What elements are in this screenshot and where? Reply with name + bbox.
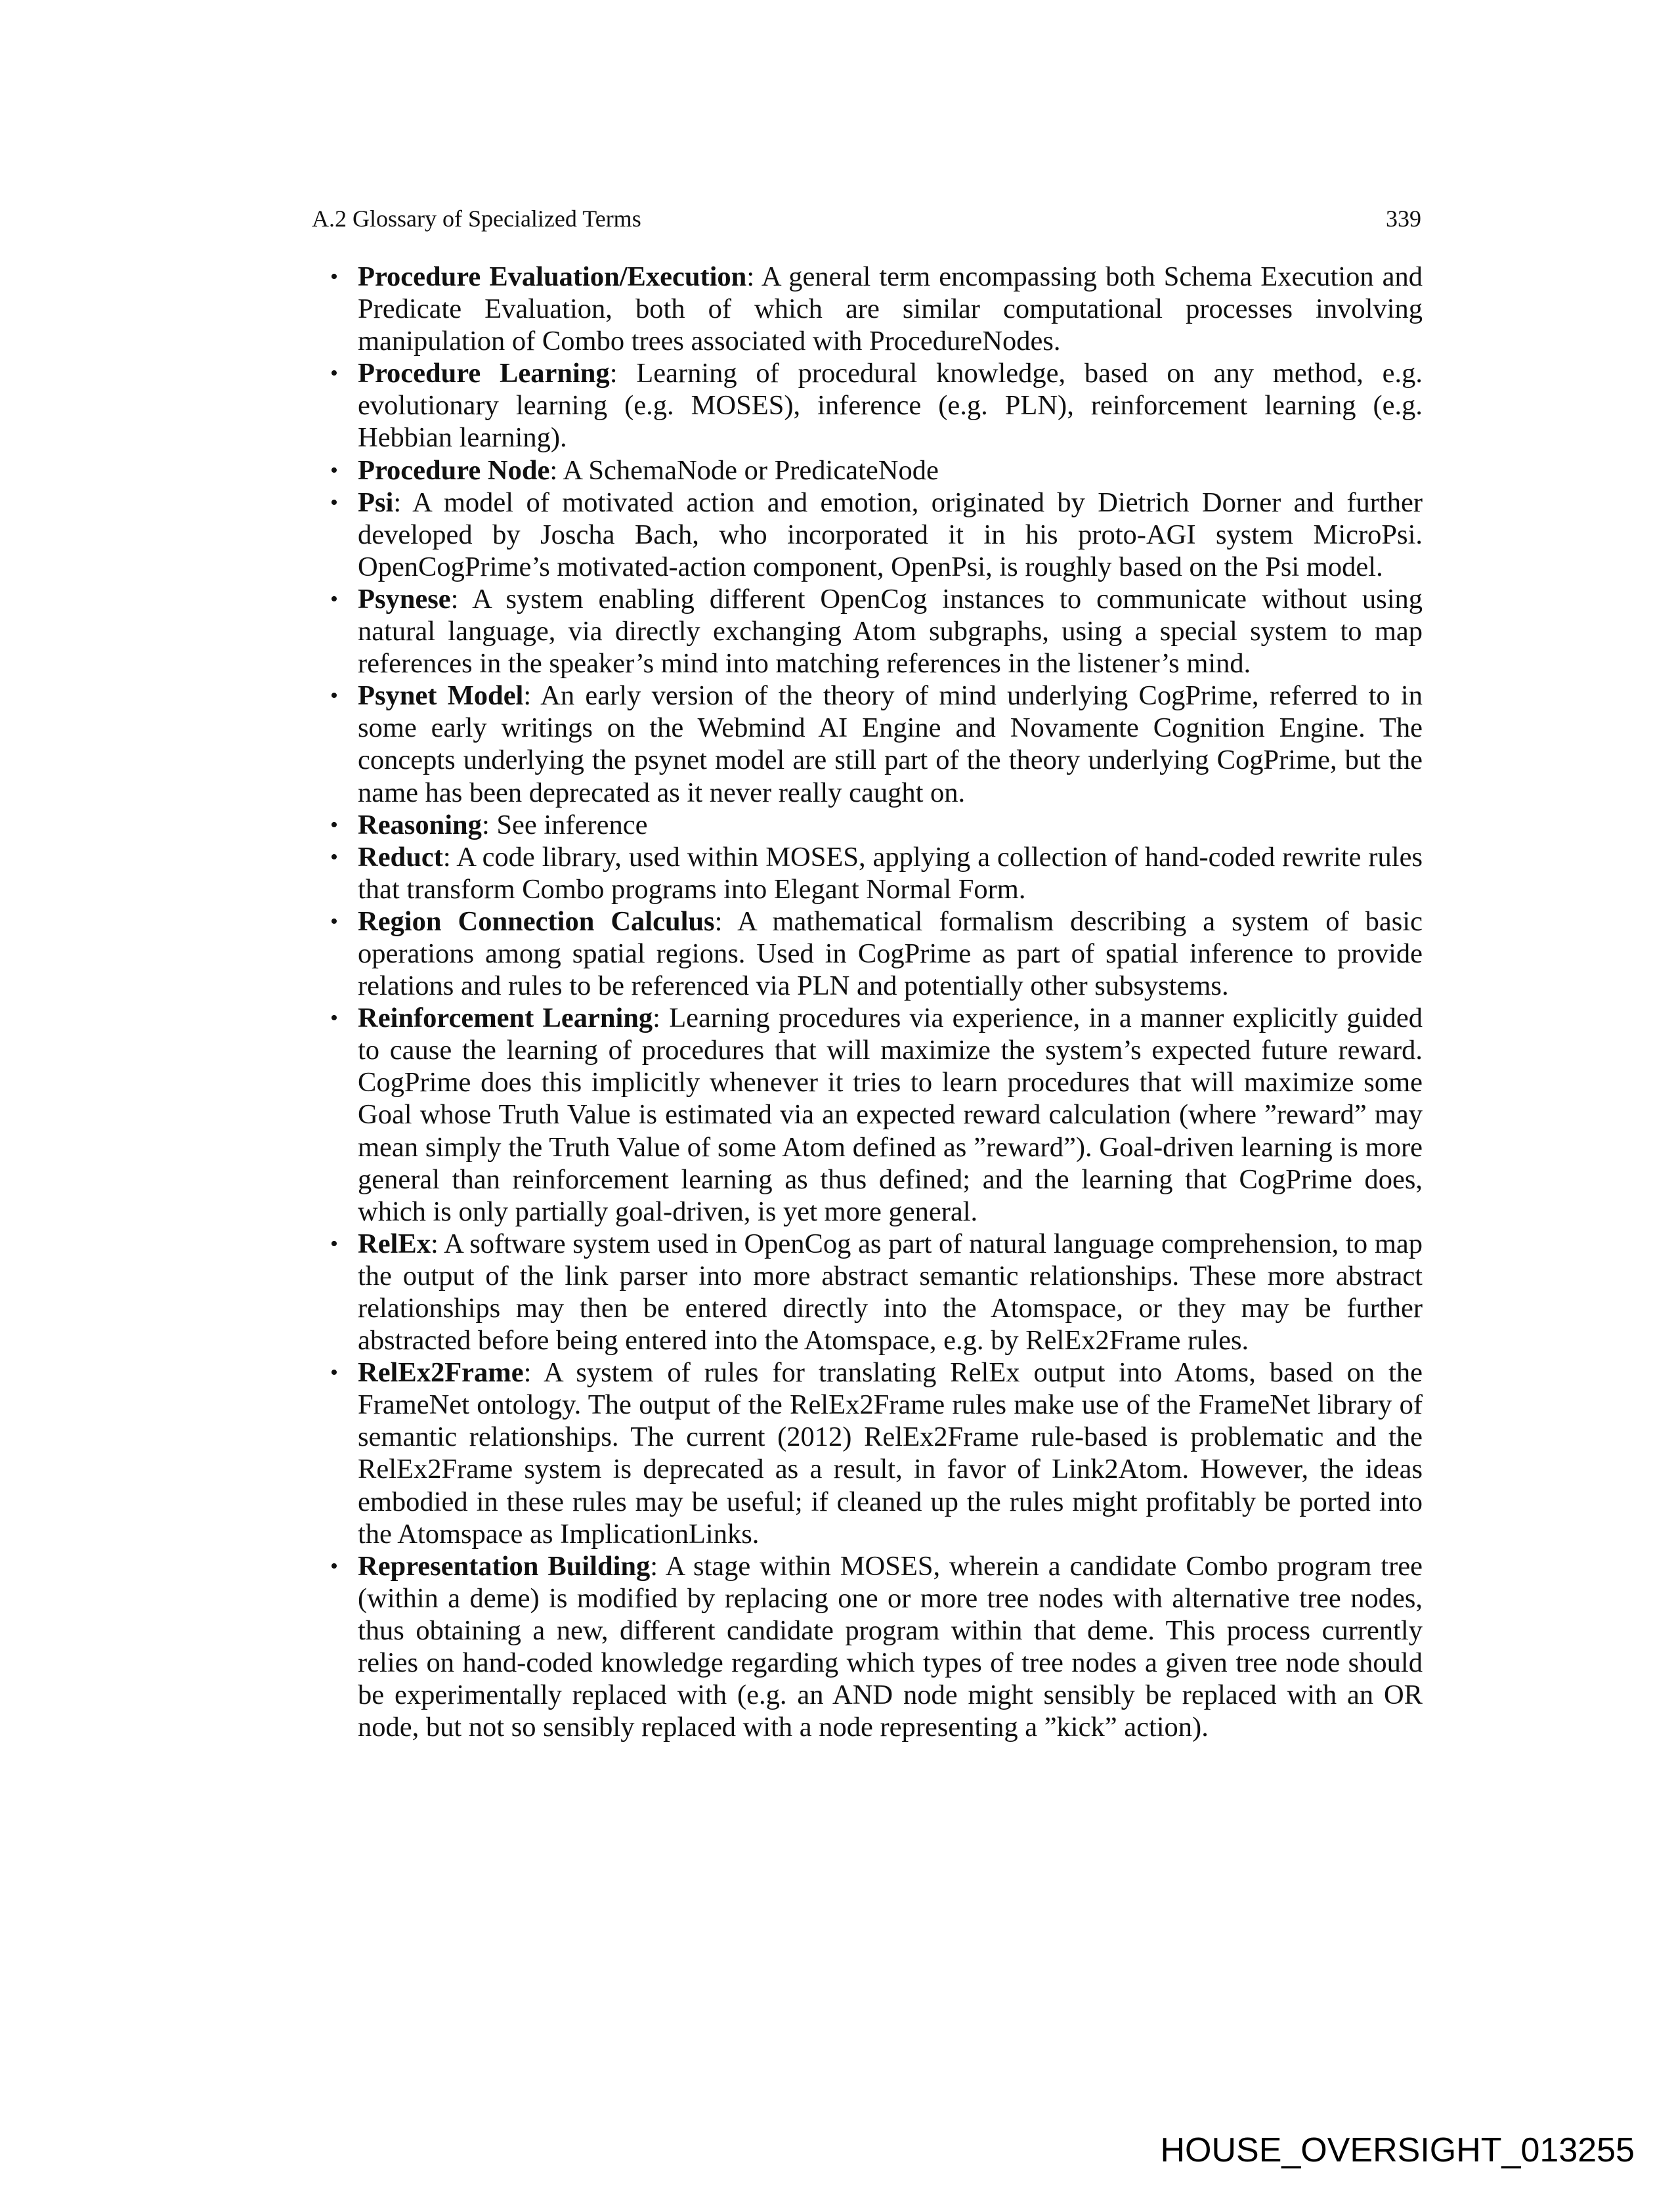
bullet-icon: • bbox=[330, 490, 338, 515]
bullet-icon: • bbox=[330, 812, 338, 837]
glossary-entry bbox=[330, 809, 1423, 841]
glossary-definition: : Learning of procedural knowledge, based on any method, e.g. evolutionary learning (e.g. MOSES), inference (e.g. PLN), reinforcement learning (e.g. Hebbian learning). bbox=[358, 358, 1423, 454]
glossary-definition: : A SchemaNode or PredicateNode bbox=[549, 454, 939, 486]
bullet-icon: • bbox=[330, 1231, 338, 1256]
glossary-definition: : A software system used in OpenCog as part of natural language comprehension, to map the output of the link parser into more abstract semantic relationships. These more abstract relationships may then be entered directly into the Atomspace, or they may be further abstracted before being entered into the Atomspace, e.g. by RelEx2Frame rules. bbox=[358, 1228, 1423, 1356]
glossary-definition: : A general term encompassing both Schema Execution and Predicate Evaluation, both of which are similar computational processes involving manipulation of Combo trees associated with ProcedureNodes. bbox=[358, 261, 1423, 357]
bullet-icon: • bbox=[330, 909, 338, 934]
glossary-term: Region Connection Calculus bbox=[358, 905, 715, 937]
glossary-definition: : An early version of the theory of mind underlying CogPrime, referred to in some early writings on the Webmind AI Engine and Novamente Cognition Engine. The concepts underlying the psynet model are still part of the theory underlying CogPrime, but the name has been deprecated as it never really caught on. bbox=[358, 680, 1423, 808]
bullet-icon: • bbox=[330, 844, 338, 869]
bullet-icon: • bbox=[330, 586, 338, 611]
glossary-definition: : A system of rules for translating RelEx output into Atoms, based on the FrameNet ontology. The output of the RelEx2Frame rules make use of the FrameNet library of semantic relationships. The current (2012) RelEx2Frame rule-based is problematic and the RelEx2Frame system is deprecated as a result, in favor of Link2Atom. However, the ideas embodied in these rules may be useful; if cleaned up the rules might profitably be ported into the Atomspace as ImplicationLinks. bbox=[358, 1357, 1423, 1550]
glossary-entry bbox=[330, 680, 1423, 808]
glossary-list bbox=[330, 261, 1423, 1743]
bullet-icon: • bbox=[330, 1553, 338, 1578]
glossary-entry bbox=[330, 1228, 1423, 1356]
bullet-icon: • bbox=[330, 1360, 338, 1385]
glossary-definition: : A code library, used within MOSES, applying a collection of hand-coded rewrite rules that transform Combo programs into Elegant Normal Form. bbox=[358, 841, 1423, 905]
glossary-entry bbox=[330, 454, 1423, 487]
glossary-definition: : A mathematical formalism describing a system of basic operations among spatial regions. Used in CogPrime as part of spatial inference to provide relations and rules to be referenced via PLN and potentially other subsystems. bbox=[358, 905, 1423, 1002]
bates-stamp: HOUSE_OVERSIGHT_013255 bbox=[1160, 2131, 1635, 2169]
glossary-term: Reduct bbox=[358, 841, 443, 873]
bullet-icon: • bbox=[330, 458, 338, 483]
glossary-entry bbox=[330, 487, 1423, 583]
glossary-term: Procedure Node bbox=[358, 454, 550, 486]
glossary-term: Reasoning bbox=[358, 809, 482, 840]
glossary-definition: : A model of motivated action and emotion, originated by Dietrich Dorner and further developed by Joscha Bach, who incorporated it in his proto-AGI system MicroPsi. OpenCogPrime’s motivated-action component, OpenPsi, is roughly based on the Psi model. bbox=[358, 487, 1423, 582]
glossary-entry bbox=[330, 1002, 1423, 1228]
glossary-entry bbox=[330, 357, 1423, 454]
glossary-term: RelEx bbox=[358, 1228, 431, 1259]
bullet-icon: • bbox=[330, 1006, 338, 1031]
glossary-entry bbox=[330, 261, 1423, 357]
glossary-term: Reinforcement Learning bbox=[358, 1003, 653, 1034]
running-header bbox=[312, 205, 1421, 232]
glossary-term: Representation Building bbox=[358, 1550, 651, 1582]
glossary-term: Psynet Model bbox=[358, 680, 524, 712]
glossary-definition: : A system enabling different OpenCog instances to communicate without using natural language, via directly exchanging Atom subgraphs, using a special system to map references in the speaker’s mind into matching references in the listener’s mind. bbox=[358, 583, 1423, 680]
glossary-term: RelEx2Frame bbox=[358, 1357, 524, 1389]
glossary-definition: : A stage within MOSES, wherein a candidate Combo program tree (within a deme) is modified by replacing one or more tree nodes with alternative tree nodes, thus obtaining a new, different candidate program within that deme. This process currently relies on hand-coded knowledge regarding which types of tree nodes a given tree node should be experimentally replaced with (e.g. an AND node might sensibly be replaced with an OR node, but not so sensibly replaced with a node representing a ”kick” action). bbox=[358, 1550, 1423, 1743]
glossary-entry bbox=[330, 583, 1423, 680]
glossary-term: Psi bbox=[358, 487, 394, 518]
glossary-definition: : See inference bbox=[481, 809, 648, 840]
glossary-term: Psynese bbox=[358, 583, 451, 615]
glossary-entry bbox=[330, 1356, 1423, 1550]
glossary-entry bbox=[330, 1550, 1423, 1744]
bullet-icon: • bbox=[330, 361, 338, 386]
glossary-entry bbox=[330, 905, 1423, 1002]
section-title: A.2 Glossary of Specialized Terms bbox=[312, 206, 641, 232]
glossary-entry bbox=[330, 841, 1423, 905]
bullet-icon: • bbox=[330, 683, 338, 708]
glossary-term: Procedure Learning bbox=[358, 358, 610, 389]
glossary-term: Procedure Evaluation/Execution bbox=[358, 261, 747, 292]
page-number: 339 bbox=[1386, 206, 1421, 232]
glossary-definition: : Learning procedures via experience, in a manner explicitly guided to cause the learning of procedures that will maximize the system’s expected future reward. CogPrime does this implicitly whenever it tries to learn procedures that will maximize some Goal whose Truth Value is estimated via an expected reward calculation (where ”reward” may mean simply the Truth Value of some Atom defined as ”reward”). Goal-driven learning is more general than reinforcement learning as thus defined; and the learning that CogPrime does, which is only partially goal-driven, is yet more general. bbox=[358, 1003, 1423, 1227]
bullet-icon: • bbox=[330, 265, 338, 289]
